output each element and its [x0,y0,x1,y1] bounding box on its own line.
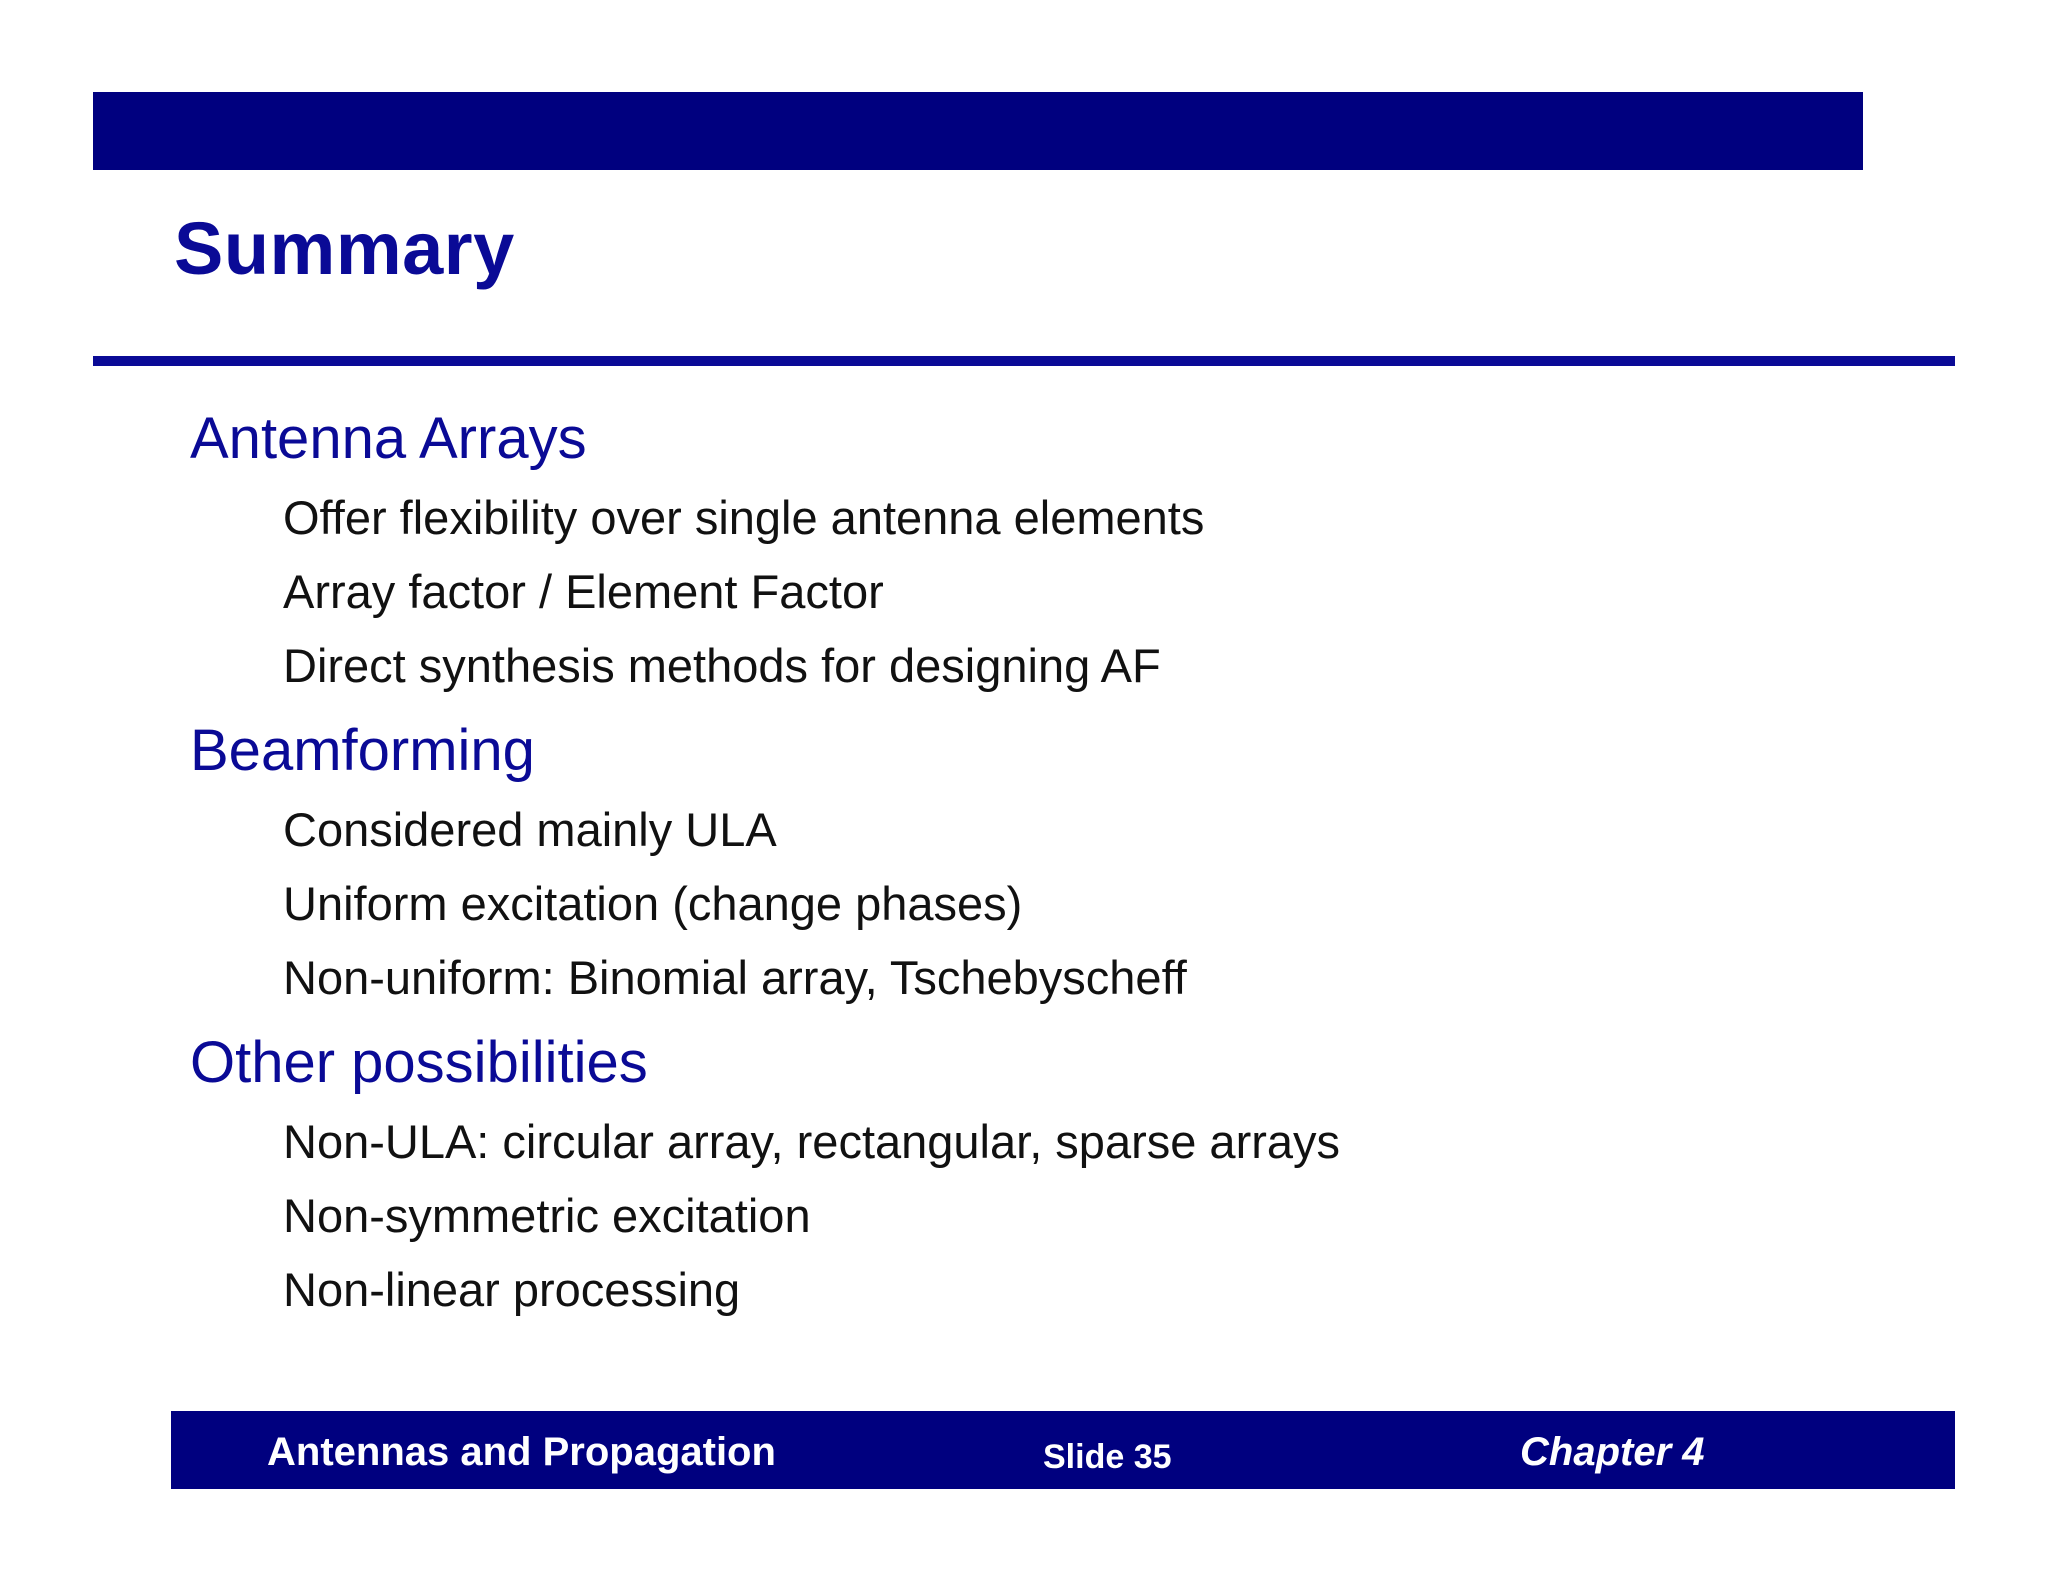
footer-course-title: Antennas and Propagation [267,1430,776,1474]
bullet-item: Non-linear processing [283,1263,741,1316]
section-heading-other-possibilities: Other possibilities [190,1030,648,1095]
bullet-item: Non-symmetric excitation [283,1189,811,1242]
bullet-item: Array factor / Element Factor [283,565,884,618]
bullet-item: Non-ULA: circular array, rectangular, sparse arrays [283,1115,1341,1168]
bullet-item: Offer flexibility over single antenna elements [283,491,1205,544]
bullet-item: Non-uniform: Binomial array, Tschebyscheff [283,951,1187,1004]
slide-title: Summary [174,207,515,290]
section-heading-antenna-arrays: Antenna Arrays [190,406,587,471]
bullet-item: Direct synthesis methods for designing AF [283,639,1161,692]
footer-chapter: Chapter 4 [1520,1430,1705,1474]
bullet-item: Uniform excitation (change phases) [283,877,1023,930]
bullet-item: Considered mainly ULA [283,803,777,856]
footer-slide-number: Slide 35 [1043,1438,1172,1476]
section-heading-beamforming: Beamforming [190,718,535,783]
